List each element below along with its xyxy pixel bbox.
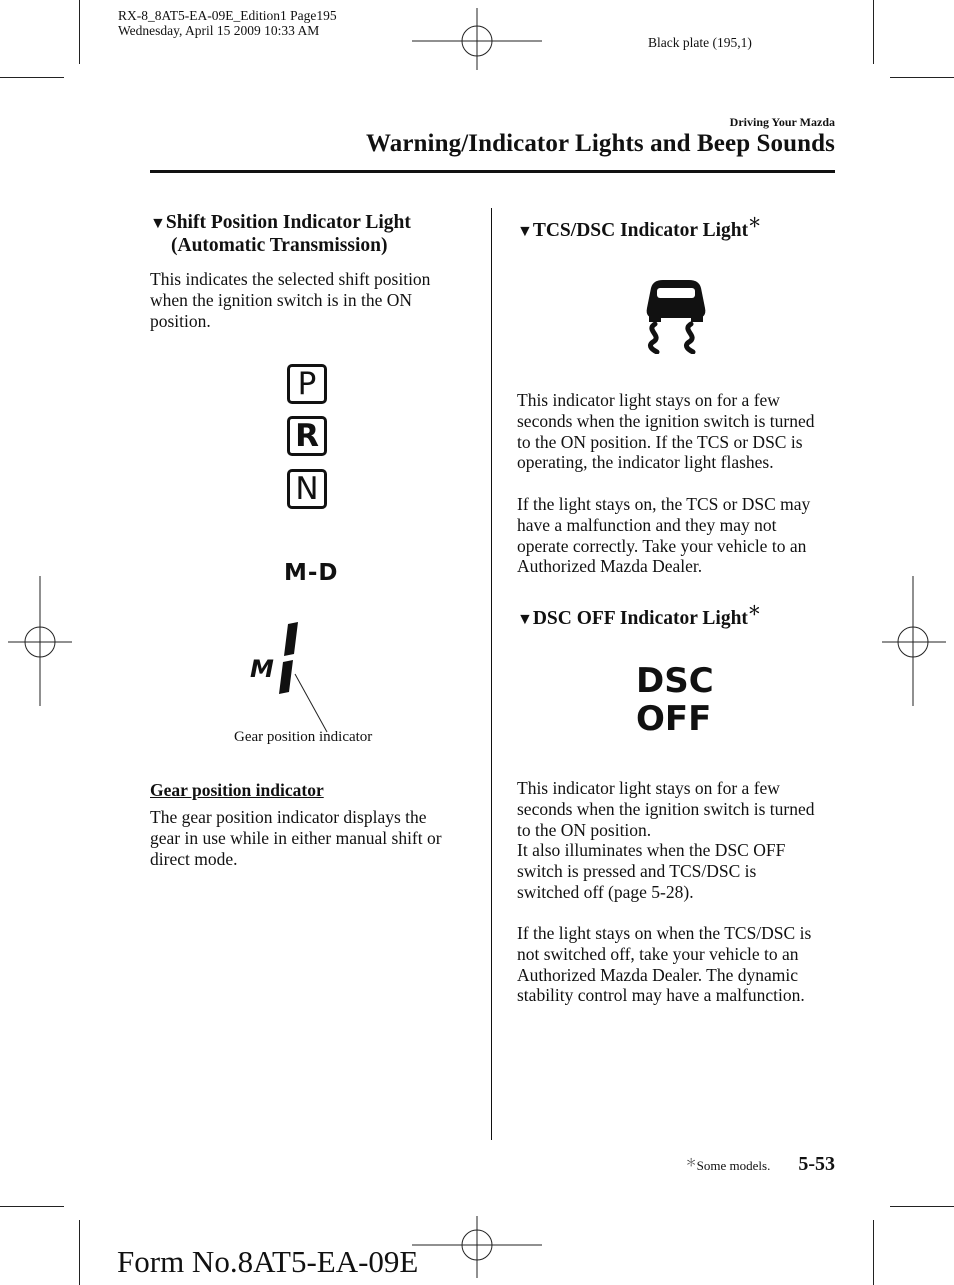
heading-line1: Shift Position Indicator Light xyxy=(165,212,411,233)
tcs-paragraph-2 xyxy=(517,494,847,577)
registration-mark-left xyxy=(8,576,72,706)
section-label: Driving Your Mazda xyxy=(729,115,835,129)
text-line: direct mode. xyxy=(150,848,238,869)
m-label: M xyxy=(250,655,274,683)
shift-p-icon: P xyxy=(287,364,327,404)
file-date: Wednesday, April 15 2009 10:33 AM xyxy=(118,23,320,38)
registration-mark-right xyxy=(882,576,946,706)
gear-position-caption: Gear position indicator xyxy=(234,729,373,745)
file-name: RX-8_8AT5-EA-09E_Edition1 Page195 xyxy=(118,8,337,23)
gear-position-subheading: Gear position indicator xyxy=(150,780,324,800)
crop-mark xyxy=(0,1206,64,1207)
text-line: This indicator light stays on for a few xyxy=(517,778,780,798)
gear-position-section xyxy=(150,780,480,869)
footnote: Some models. xyxy=(696,1158,771,1173)
crop-mark xyxy=(0,77,64,78)
text-line: gear in use while in either manual shift or xyxy=(150,827,442,848)
shift-n-icon: N xyxy=(287,469,327,509)
crop-mark xyxy=(79,1220,80,1285)
dsc-off-icon xyxy=(636,662,714,738)
gear-segment-icon xyxy=(278,618,338,733)
dsc-icon-line1: DSC xyxy=(636,661,714,701)
registration-mark-bottom xyxy=(412,1216,542,1278)
shift-indicator-heading xyxy=(150,212,480,235)
triangle-icon: ▼ xyxy=(517,223,533,240)
shift-indicator-heading-line2: (Automatic Transmission) xyxy=(171,235,388,256)
dsc-heading-text: DSC OFF Indicator Light xyxy=(532,608,748,629)
page-title: Warning/Indicator Lights and Beep Sounds xyxy=(366,130,835,157)
text-line: This indicates the selected shift position xyxy=(150,269,431,289)
crop-mark xyxy=(79,0,80,64)
column-divider xyxy=(491,208,492,1140)
plate-label: Black plate (195,1) xyxy=(648,35,752,50)
text-line: operate correctly. Take your vehicle to an xyxy=(517,535,807,556)
text-line: Authorized Mazda Dealer. The dynamic xyxy=(517,964,799,985)
dsc-paragraph-2 xyxy=(517,923,847,1006)
dsc-icon-line2: OFF xyxy=(636,699,712,739)
asterisk-icon: ＊ xyxy=(685,1157,697,1169)
form-number: Form No.8AT5-EA-09E xyxy=(117,1244,419,1279)
asterisk-icon: ＊ xyxy=(748,215,762,230)
gear-position-text xyxy=(150,807,480,869)
text-line: It also illuminates when the DSC OFF xyxy=(517,840,786,861)
crop-mark xyxy=(890,77,954,78)
registration-mark-top xyxy=(412,8,542,70)
header-rule xyxy=(150,170,835,173)
triangle-icon: ▼ xyxy=(517,611,533,628)
footer xyxy=(686,1153,835,1176)
text-line: when the ignition switch is in the ON xyxy=(150,289,412,310)
text-line: seconds when the ignition switch is turned xyxy=(517,410,815,431)
text-line: seconds when the ignition switch is turned xyxy=(517,798,815,819)
skidding-car-icon xyxy=(643,278,709,354)
text-line: If the light stays on when the TCS/DSC is xyxy=(517,923,812,943)
dsc-paragraph-1 xyxy=(517,778,847,903)
triangle-icon: ▼ xyxy=(150,215,166,232)
tcs-dsc-heading xyxy=(517,212,761,243)
crop-mark xyxy=(873,0,874,64)
text-line: not switched off, take your vehicle to an xyxy=(517,943,799,964)
left-column xyxy=(150,212,480,331)
text-line: Authorized Mazda Dealer. xyxy=(517,556,703,577)
page-number: 5-53 xyxy=(798,1153,835,1175)
crop-mark xyxy=(890,1206,954,1207)
text-line: position. xyxy=(150,310,211,331)
text-line: operating, the indicator light flashes. xyxy=(517,452,774,473)
md-indicator: M-D xyxy=(284,560,339,586)
asterisk-icon: ＊ xyxy=(747,603,761,618)
tcs-heading-text: TCS/DSC Indicator Light xyxy=(532,220,749,241)
text-line: The gear position indicator displays the xyxy=(150,807,427,827)
text-line: to the ON position. If the TCS or DSC is xyxy=(517,431,803,452)
tcs-paragraph-1 xyxy=(517,390,847,473)
crop-mark xyxy=(873,1220,874,1285)
text-line: have a malfunction and they may not xyxy=(517,514,777,535)
text-line: stability control may have a malfunction. xyxy=(517,985,805,1006)
dsc-off-heading xyxy=(517,600,761,631)
shift-r-icon: R xyxy=(287,416,327,456)
text-line: This indicator light stays on for a few xyxy=(517,390,780,410)
file-info xyxy=(118,8,337,38)
shift-intro xyxy=(150,269,480,331)
text-line: switch is pressed and TCS/DSC is xyxy=(517,861,757,882)
text-line: switched off (page 5-28). xyxy=(517,881,694,902)
text-line: to the ON position. xyxy=(517,819,652,840)
text-line: If the light stays on, the TCS or DSC may xyxy=(517,494,811,514)
